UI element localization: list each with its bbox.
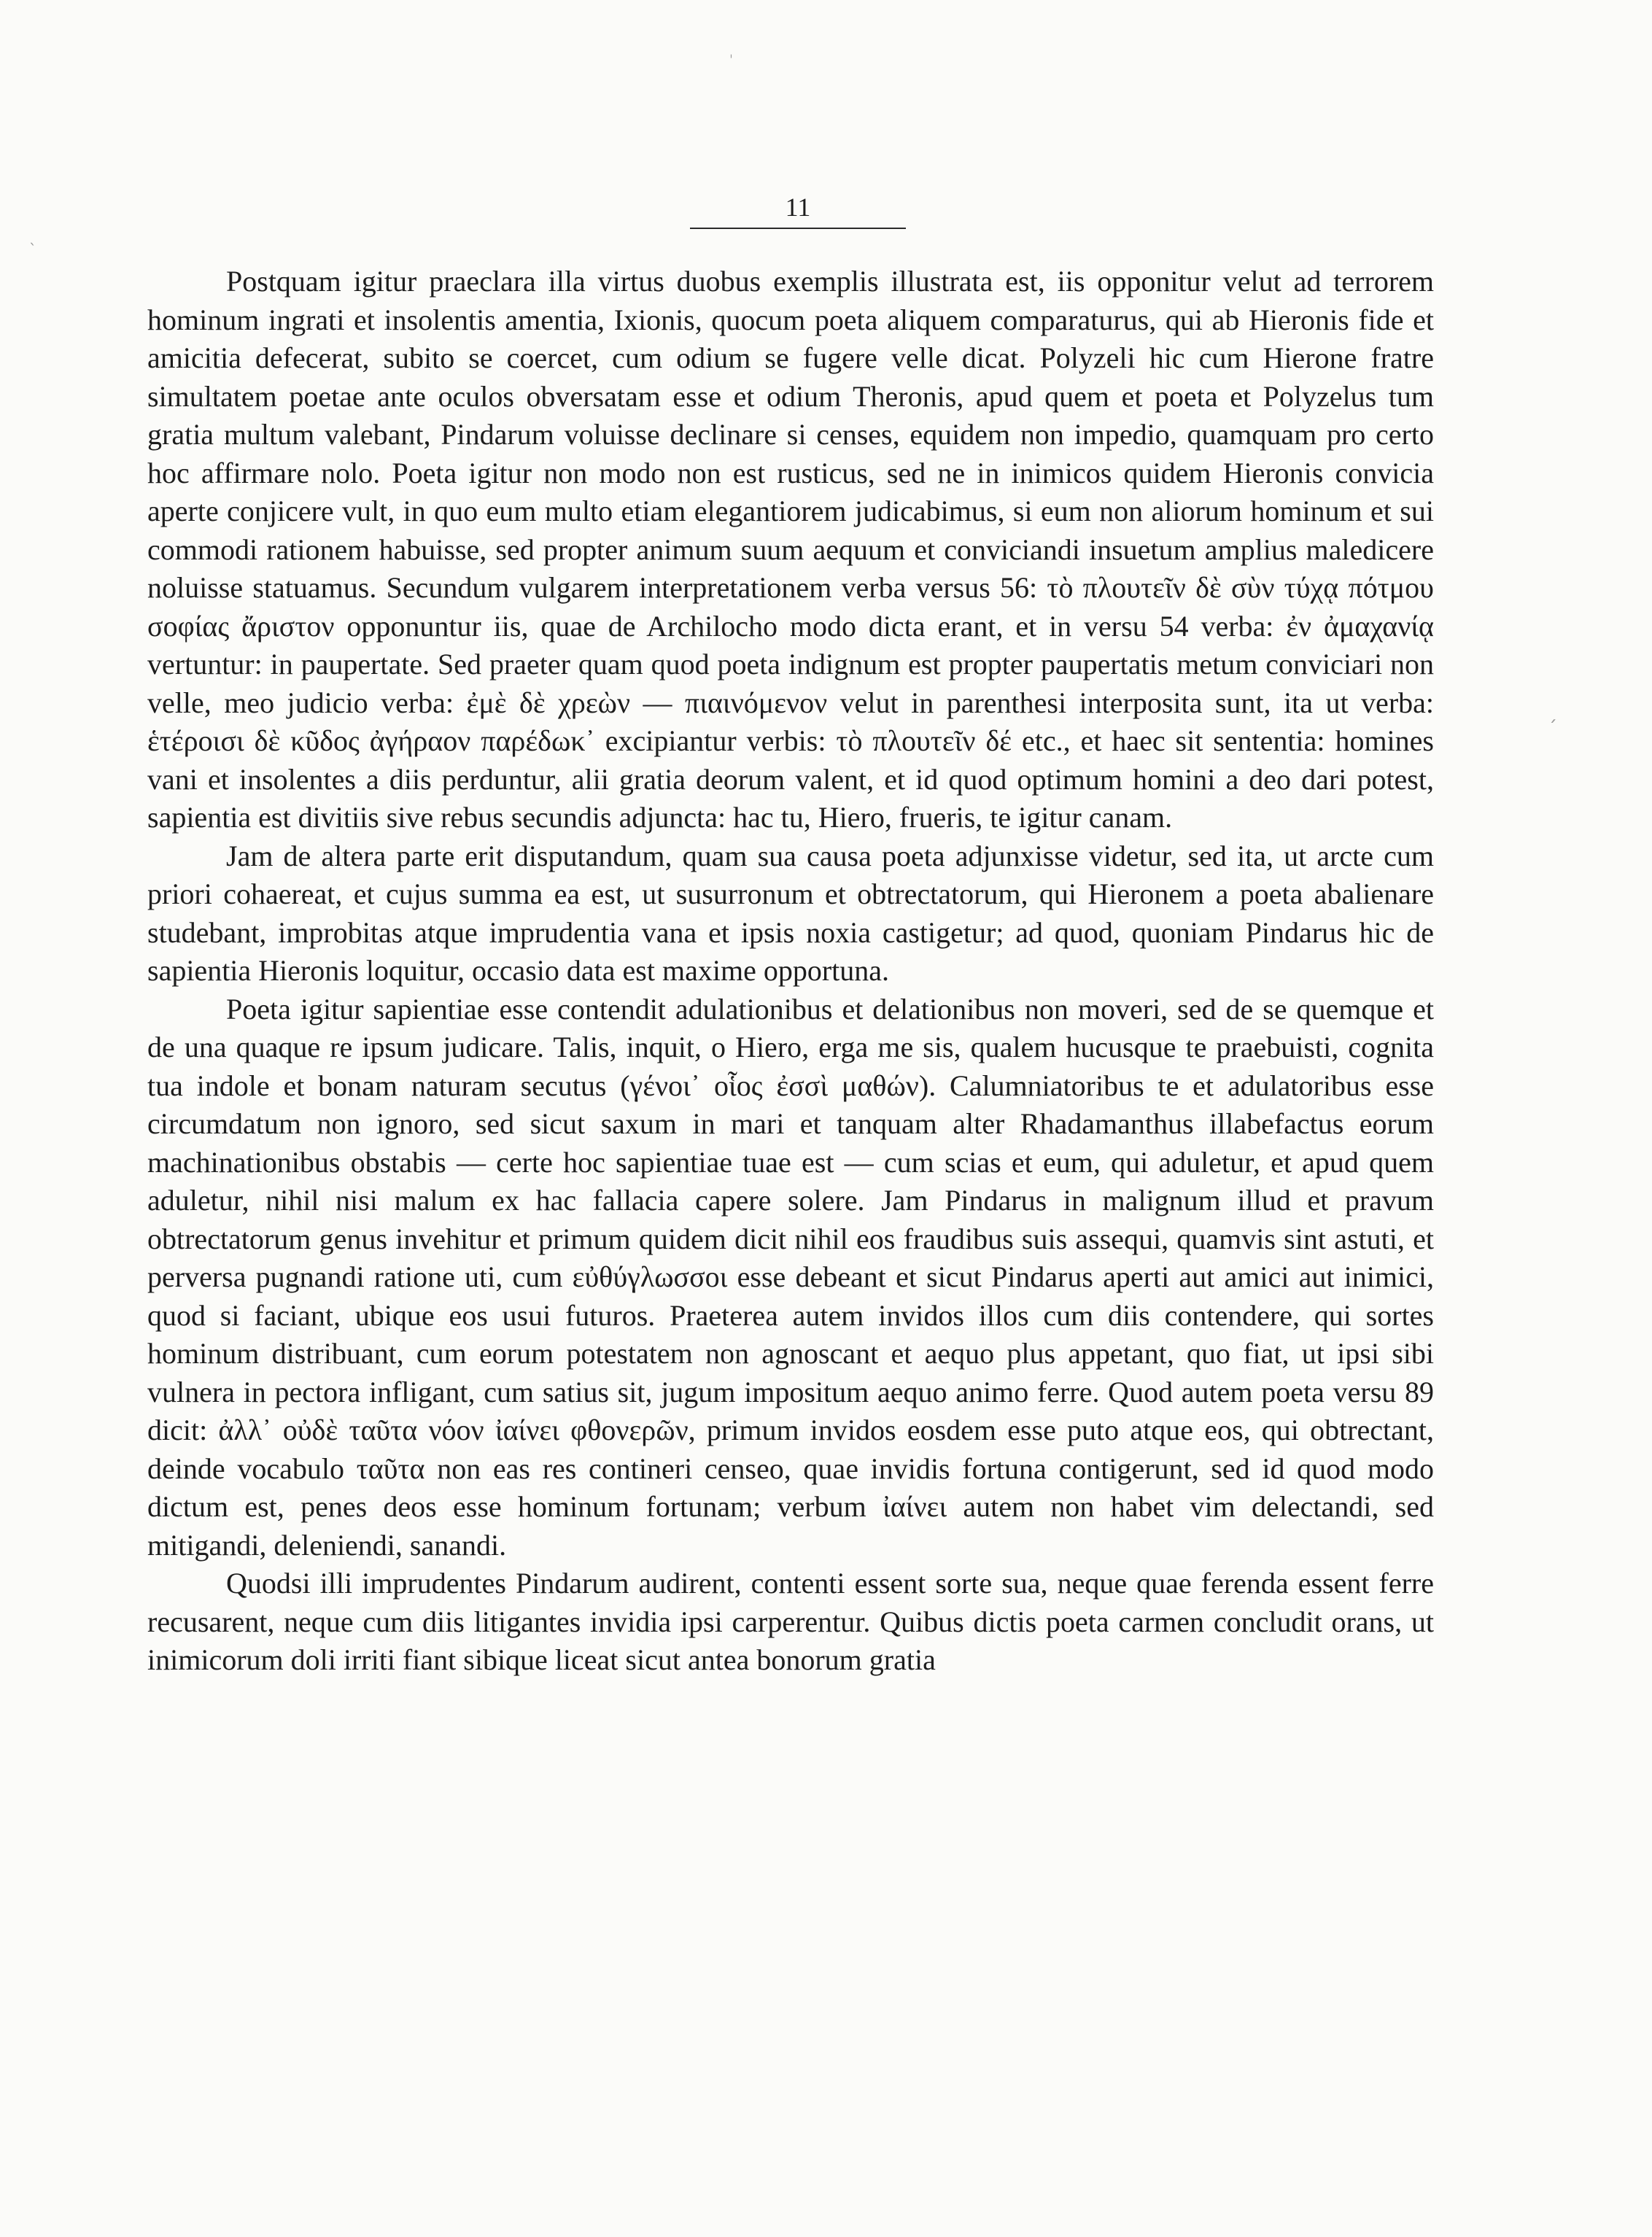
body-text [147,263,1434,1680]
scan-speck-top: ˈ [729,53,733,68]
paragraph-3: Poeta igitur sapientiae esse contendit adulationibus et delationibus non moveri, sed de se quemque et de una quaque re ipsum judicare. Talis, inquit, o Hiero, erga me sis, qualem hucusque te praebuisti, cognita tua indole et bonam naturam secutus (γένοι᾽ οἷος ἐσσὶ μαθών). Calumniatoribus te et adulatoribus esse circumdatum non ignoro, sed sicut saxum in mari et tanquam alter Rhadamanthus illabefactus eorum machinationibus obstabis — certe hoc sapientiae tuae est — cum scias et eum, qui aduletur, et apud quem aduletur, nihil nisi malum ex hac fallacia capere solere. Jam Pindarus in malignum illud et pravum obtrectatorum genus invehitur et primum quidem dicit nihil eos fraudibus suis assequi, quamvis sint astuti, et perversa pugnandi ratione uti, cum εὐθύγλωσσοι esse debeant et sicut Pindarus aperti aut amici aut inimici, quod si faciant, ubique eos usui futuros. Praeterea autem invidos illos cum diis contendere, qui sortes hominum distribuant, cum eorum potestatem non agnoscant et aequo plus appetant, quo fiat, ut ipsi sibi vulnera in pectora infligant, cum satius sit, jugum impositum aequo animo ferre. Quod autem poeta versu 89 dicit: ἀλλ᾽ οὐδὲ ταῦτα νόον ἰαίνει φθονερῶν, primum invidos eosdem esse puto atque eos, qui obtrectant, deinde vocabulo ταῦτα non eas res contineri censeo, quae invidis fortuna contigerunt, sed id quod modo dictum est, penes deos esse hominum fortunam; verbum ἰαίνει autem non habet vim delectandi, sed mitigandi, deleniendi, sanandi. [147,992,1434,1562]
scan-speck-right: ˏ [1548,702,1557,724]
paragraph-1: Postquam igitur praeclara illa virtus duobus exemplis illustrata est, iis opponitur velut ad terrorem hominum ingrati et insolentis amentia, Ixionis, quocum poeta aliquem comparaturus, qui ab Hieronis fide et amicitia defecerat, subito se coercet, cum odium se fugere velle dicat. Polyzeli hic cum Hierone fratre simultatem poetae ante oculos obversatam esse et odium Theronis, apud quem et poeta et Polyzelus tum gratia multum valebant, Pindarum voluisse declinare si censes, equidem non impedio, quamquam pro certo hoc affirmare nolo. Poeta igitur non modo non est rusticus, sed ne in inimicos quidem Hieronis convicia aperte conjicere vult, in quo eum multo etiam elegantiorem judicabimus, si eum non aliorum hominum et sui commodi rationem habuisse, sed propter animum suum aequum et conviciandi insuetum amplius maledicere noluisse statuamus. Secundum vulgarem interpretationem verba versus 56: τὸ πλουτεῖν δὲ σὺν τύχᾳ πότμου σοφίας ἄριστον opponuntur iis, quae de Archilocho modo dicta erant, et in versu 54 verba: ἐν ἀμαχανίᾳ vertuntur: in paupertate. Sed praeter quam quod poeta indignum est propter paupertatis metum conviciari non velle, meo judicio verba: ἐμὲ δὲ χρεὼν — πιαινόμενον velut in parenthesi interposita sunt, ita ut verba: ἑτέροισι δὲ κῦδος ἀγήραον παρέδωκ᾽ excipiantur verbis: τὸ πλουτεῖν δέ etc., et haec sit sententia: homines vani et insolentes a diis perduntur, alii gratia deorum valent, et id quod optimum homini a deo dari potest, sapientia est divitiis sive rebus secundis adjuncta: hac tu, Hiero, frueris, te igitur canam. [147,265,1434,834]
header-rule [690,228,906,229]
scan-speck-left: ˋ [29,241,36,258]
paragraph-4: Quodsi illi imprudentes Pindarum audirent, contenti essent sorte sua, neque quae ferenda essent ferre recusarent, neque cum diis litigantes invidia ipsi carperentur. Quibus dictis poeta carmen concludit orans, ut inimicorum doli irriti fiant sibique liceat sicut antea bonorum gratia [147,1567,1434,1676]
page-header [690,191,906,229]
page-number: 11 [785,193,811,222]
paragraph-2: Jam de altera parte erit disputandum, quam sua causa poeta adjunxisse videtur, sed ita, ut arcte cum priori cohaereat, et cujus summa ea est, ut susurronum et obtrectatorum, qui Hieronem a poeta abalienare studebant, improbitas atque imprudentia vana et ipsis noxia castigetur; ad quod, quoniam Pindarus hic de sapientia Hieronis loquitur, occasio data est maxime opportuna. [147,839,1434,987]
